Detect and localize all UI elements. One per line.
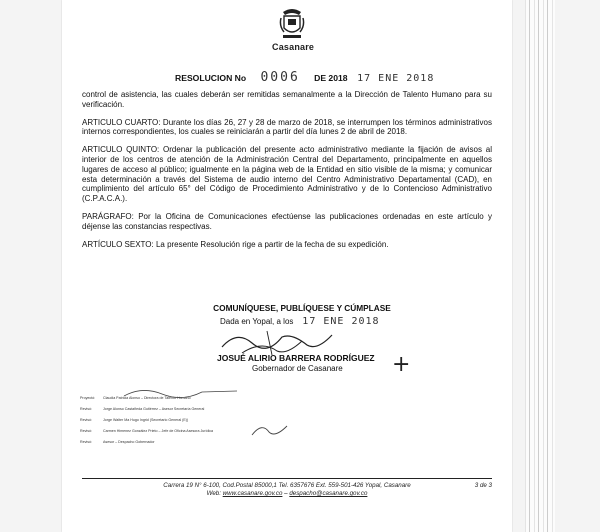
email-link[interactable]: despacho@casanare.gov.co: [289, 490, 368, 497]
page-number: 3 de 3: [474, 482, 492, 489]
closing-formula: COMUNÍQUESE, PUBLÍQUESE Y CÚMPLASE: [213, 303, 391, 313]
reviewer-initials-signature: [122, 386, 242, 400]
resolution-year: DE 2018: [314, 73, 348, 83]
resolution-body: [82, 90, 492, 257]
paragraph-clause: PARÁGRAFO: Por la Oficina de Comunicaciones efectúense las publicaciones ordenadas en este artículo y déjense las constancias respectivas.: [82, 211, 492, 231]
reviewer-text: Jorge Walter Ma Hugo Ingrid (Secretario General (E)): [103, 418, 189, 422]
reviewer-label: Revisó:: [80, 429, 92, 433]
issue-date-stamp: 17 ENE 2018: [302, 316, 380, 327]
coat-of-arms-icon: [279, 8, 305, 42]
issue-place: Dada en Yopal, a los: [220, 317, 294, 326]
footer-links: [82, 490, 492, 497]
scan-edge-artifact: [525, 0, 555, 532]
header-date-stamp: 17 ENE 2018: [357, 73, 435, 84]
web-label: Web:: [206, 490, 221, 497]
cross-mark-icon: +: [392, 352, 411, 377]
signer-name: JOSUÉ ALIRIO BARRERA RODRÍGUEZ: [217, 353, 375, 363]
page-footer: [82, 478, 492, 497]
brand-name: Casanare: [272, 42, 315, 52]
document-page: [62, 0, 512, 532]
reviewer-label: Revisó:: [80, 407, 92, 411]
reviewer-line: [80, 407, 204, 411]
reviewer-text: Claudia Patricia Alonso – Directora de Talento Humano: [103, 396, 191, 400]
resolution-number: 0006: [260, 70, 300, 85]
signer-role: Gobernador de Casanare: [252, 364, 343, 373]
website-link[interactable]: www.casanare.gov.co: [222, 490, 283, 497]
reviewer-text: Jorge Alonso Castañeda Gutiérrez – Asesor Secretaría General: [103, 407, 205, 411]
reviewer-initials-signature: [247, 420, 297, 440]
footer-separator: –: [284, 490, 288, 497]
reviewer-label: Proyectó:: [80, 396, 96, 400]
resolution-label: RESOLUCION No: [175, 73, 247, 83]
article-fourth: ARTICULO CUARTO: Durante los días 26, 27 y 28 de marzo de 2018, se interrumpen los términos administrativos internos correspondientes, los cuales se reiniciarán a partir del día lunes 2 de abril de 2018.: [82, 117, 492, 137]
casanare-logo: [272, 8, 315, 52]
reviewer-line: [80, 440, 155, 444]
reviewer-text: Carmen Himenez González Prieto – Jefe de Oficina Asesora Jurídica: [103, 429, 214, 433]
paragraph-continuation: control de asistencia, las cuales deberán ser remitidas semanalmente a la Dirección de Talento Humano para su verificación.: [82, 90, 492, 109]
footer-address: Carrera 19 N° 6-100, Cod.Postal 85000,1 Tel. 6357676 Ext. 559-501-426 Yopal, Casanare: [163, 482, 411, 489]
reviewer-line: [80, 429, 213, 433]
reviewer-label: Revisó:: [80, 440, 92, 444]
reviewer-label: Revisó:: [80, 418, 92, 422]
article-sixth: ARTÍCULO SEXTO: La presente Resolución rige a partir de la fecha de su expedición.: [82, 239, 389, 249]
resolution-header: [175, 70, 434, 85]
reviewer-text: Asesor – Despacho Gobernador: [103, 440, 155, 444]
reviewer-line: [80, 418, 188, 422]
article-fifth: ARTICULO QUINTO: Ordenar la publicación del presente acto administrativo mediante la fijación de avisos al interior de los centros de atención de la Administración Central del Departamento, principalmente en aquellos lugares de acceso al público; igualmente en la página web de la Entidad en sitio visible de la misma; y comunicar esta determinación a través del Sistema de audio interno del Centro Administrativo Departamental (CAD), en cumplimiento del artículo 65° del Código de Procedimiento Administrativo y de lo Contencioso Administrativo (C.P.A.C.A.).: [82, 145, 492, 204]
